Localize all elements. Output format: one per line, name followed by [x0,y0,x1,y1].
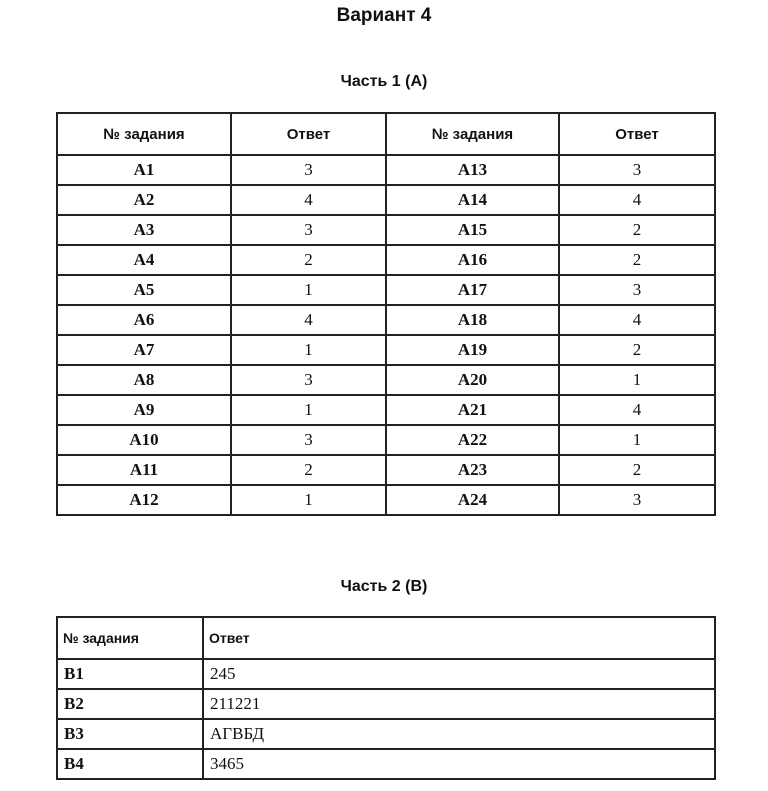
answer-cell: 3 [559,275,715,305]
table-row [57,365,715,395]
answer-cell: 1 [231,275,386,305]
answer-cell: 3 [231,155,386,185]
answer-cell: АГВБД [203,719,715,749]
answer-cell: 2 [559,455,715,485]
answer-cell: 2 [559,335,715,365]
task-number-cell: В2 [57,689,203,719]
table-row [57,689,715,719]
task-number-cell: А24 [386,485,559,515]
task-number-cell: А10 [57,425,231,455]
table-row [57,215,715,245]
task-number-cell: А13 [386,155,559,185]
table-row [57,245,715,275]
task-number-cell: А16 [386,245,559,275]
table-row [57,335,715,365]
table-row [57,659,715,689]
answer-cell: 2 [559,215,715,245]
answer-cell: 2 [231,245,386,275]
task-number-cell: В1 [57,659,203,689]
table-header-row [57,617,715,659]
table-row [57,155,715,185]
table-row [57,395,715,425]
table-row [57,185,715,215]
task-number-cell: В3 [57,719,203,749]
part2-answer-table [56,616,716,780]
answer-cell: 211221 [203,689,715,719]
answer-cell: 3 [231,215,386,245]
column-header-task: № задания [386,113,559,155]
part2-heading: Часть 2 (В) [340,578,428,595]
task-number-cell: А7 [57,335,231,365]
task-number-cell: А9 [57,395,231,425]
answer-cell: 1 [231,335,386,365]
answer-cell: 1 [231,485,386,515]
task-number-cell: А4 [57,245,231,275]
table-row [57,719,715,749]
column-header-task: № задания [57,617,203,659]
answer-cell: 1 [559,365,715,395]
task-number-cell: А19 [386,335,559,365]
task-number-cell: А20 [386,365,559,395]
task-number-cell: А15 [386,215,559,245]
answer-cell: 4 [559,185,715,215]
task-number-cell: А21 [386,395,559,425]
answer-cell: 2 [559,245,715,275]
task-number-cell: А3 [57,215,231,245]
answer-cell: 4 [559,395,715,425]
task-number-cell: А11 [57,455,231,485]
table-row [57,749,715,779]
task-number-cell: А5 [57,275,231,305]
answer-cell: 3 [231,425,386,455]
answer-cell: 4 [231,305,386,335]
answer-cell: 3 [559,155,715,185]
answer-cell: 4 [559,305,715,335]
table-row [57,455,715,485]
answer-cell: 2 [231,455,386,485]
column-header-task: № задания [57,113,231,155]
table-header-row [57,113,715,155]
task-number-cell: А8 [57,365,231,395]
task-number-cell: А17 [386,275,559,305]
answer-cell: 3 [231,365,386,395]
answer-cell: 4 [231,185,386,215]
column-header-answer: Ответ [231,113,386,155]
column-header-answer: Ответ [559,113,715,155]
task-number-cell: А18 [386,305,559,335]
answer-cell: 245 [203,659,715,689]
task-number-cell: А1 [57,155,231,185]
answer-cell: 1 [231,395,386,425]
page-title: Вариант 4 [336,5,432,26]
task-number-cell: А23 [386,455,559,485]
task-number-cell: А2 [57,185,231,215]
task-number-cell: А22 [386,425,559,455]
table-row [57,485,715,515]
column-header-answer: Ответ [203,617,715,659]
task-number-cell: А6 [57,305,231,335]
part1-heading: Часть 1 (А) [340,73,428,90]
answer-cell: 1 [559,425,715,455]
answer-cell: 3 [559,485,715,515]
table-row [57,425,715,455]
table-row [57,275,715,305]
task-number-cell: В4 [57,749,203,779]
table-row [57,305,715,335]
task-number-cell: А12 [57,485,231,515]
part1-answer-table [56,112,716,516]
task-number-cell: А14 [386,185,559,215]
answer-cell: 3465 [203,749,715,779]
